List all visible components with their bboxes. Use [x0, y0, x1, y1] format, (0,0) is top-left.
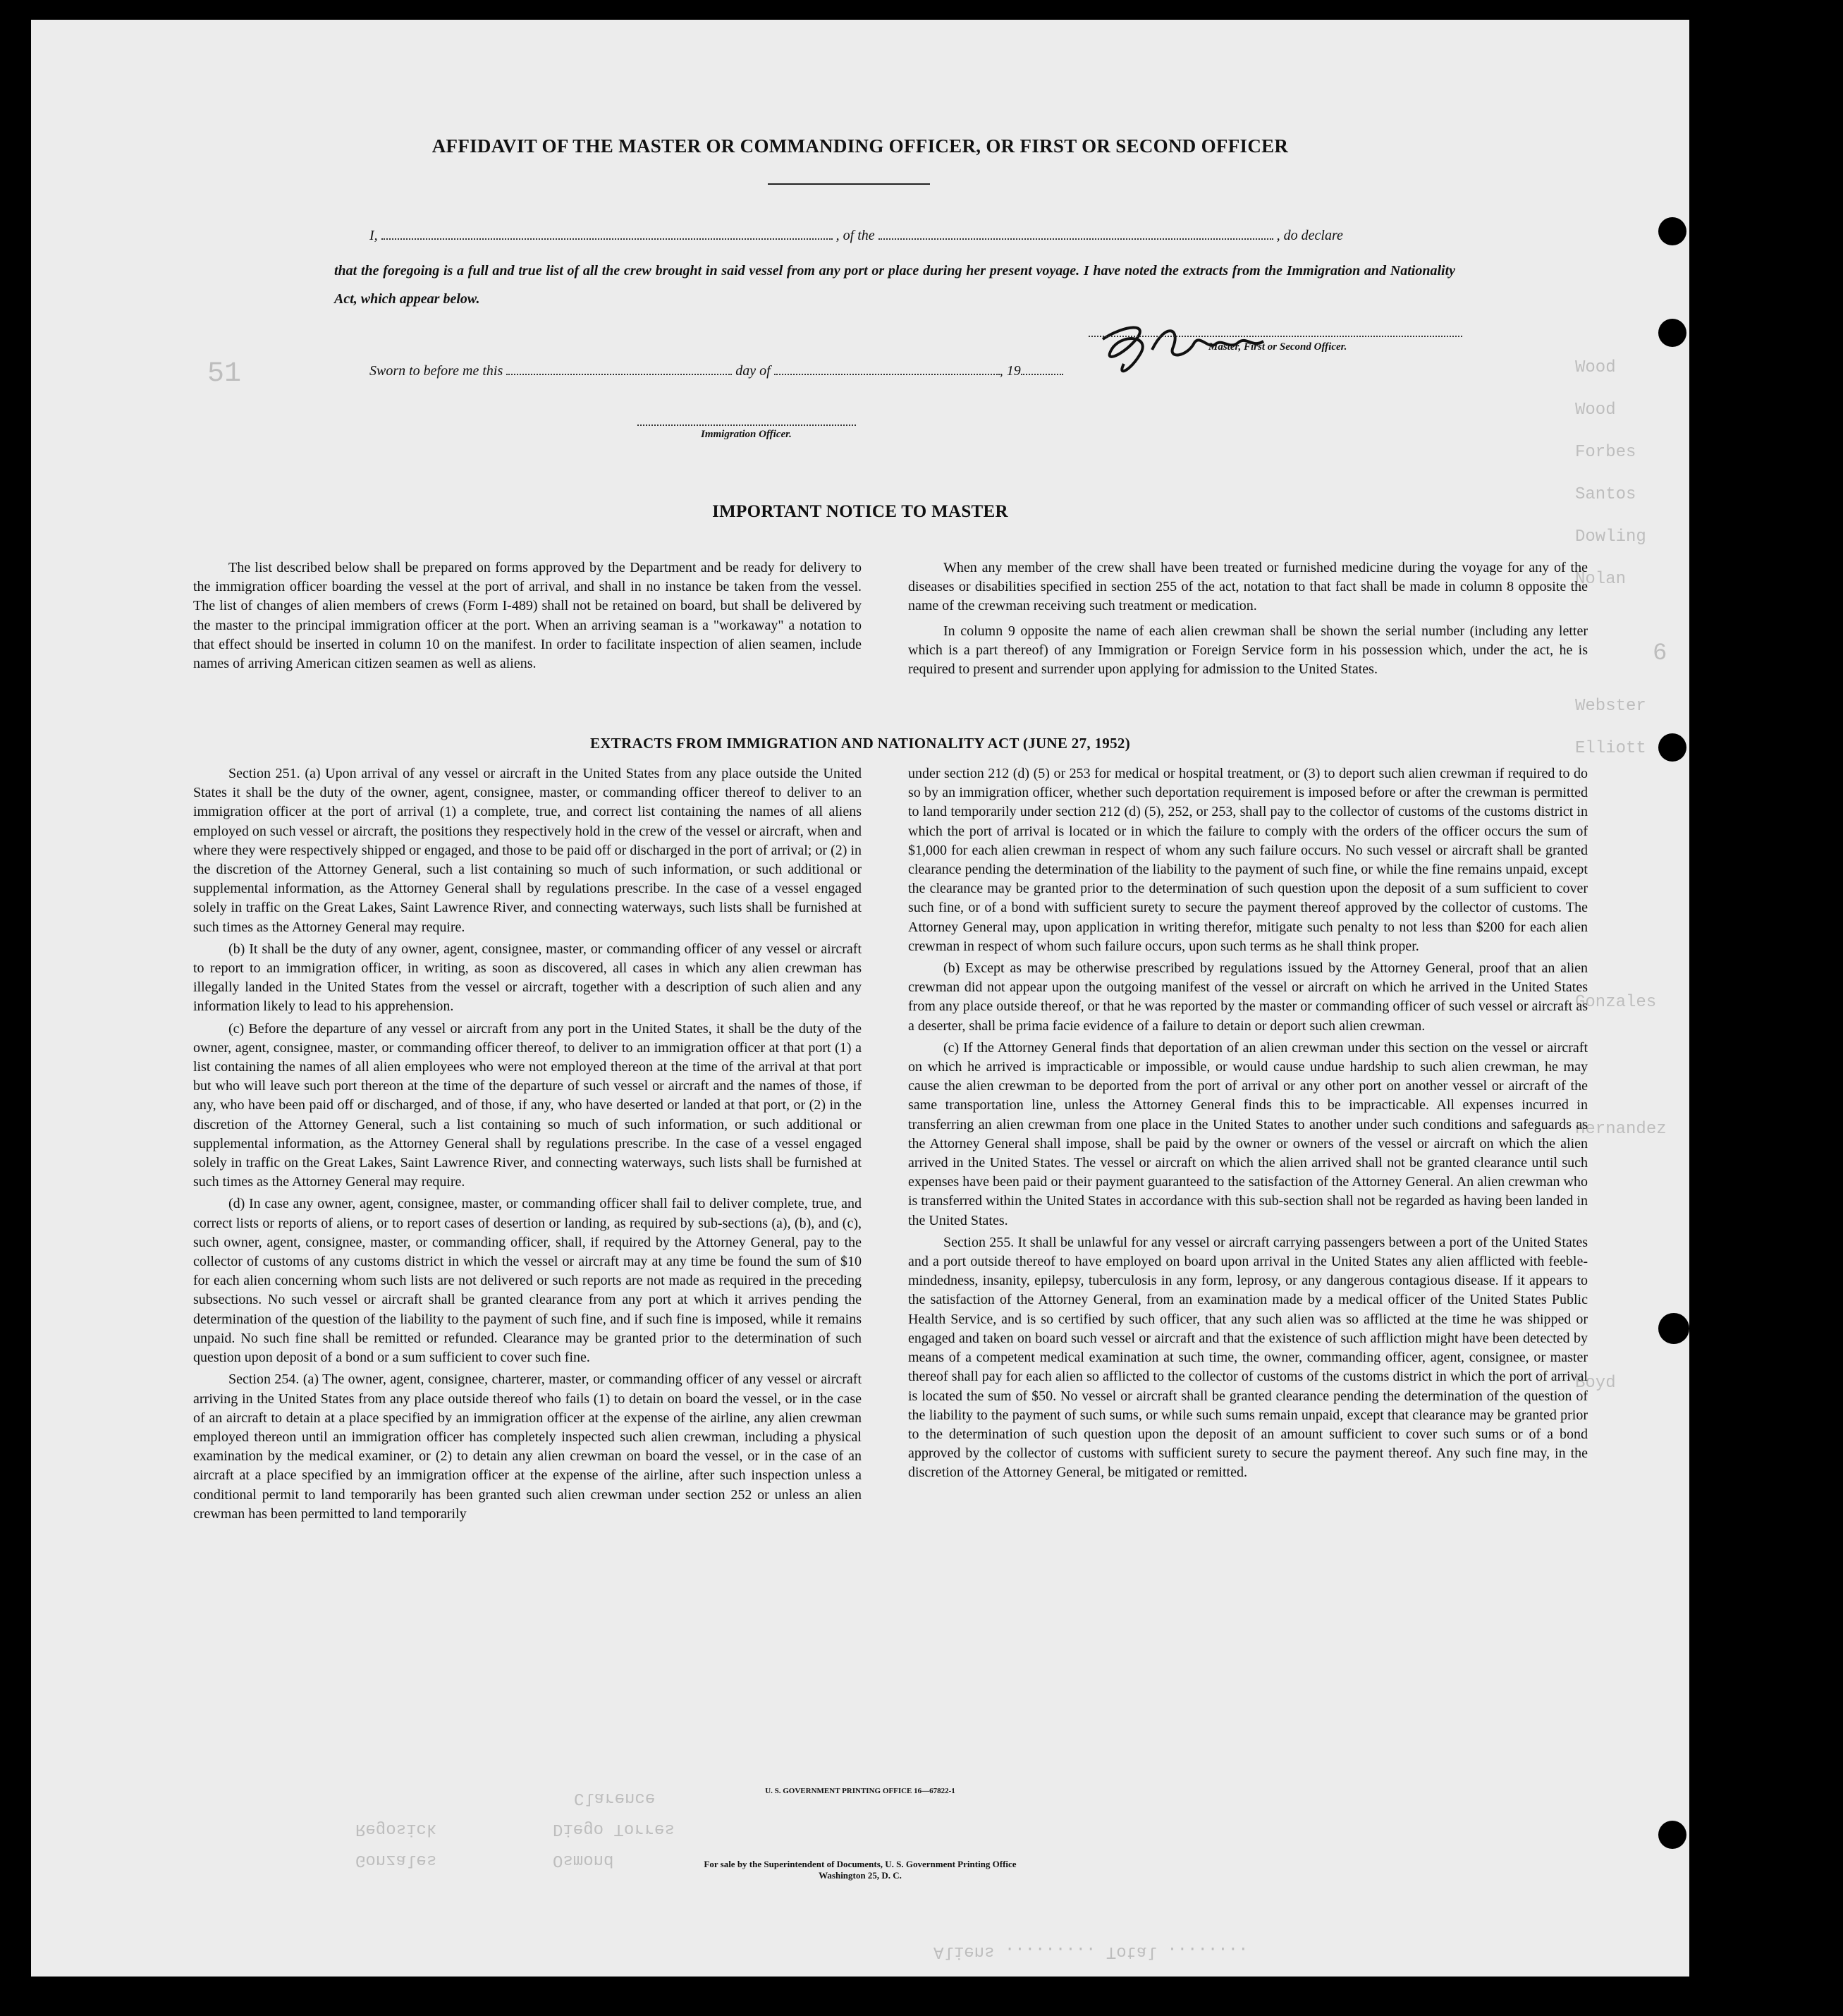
- notice-paragraph: The list described below shall be prepared on forms approved by the Department and be ready for delivery to the immigration officer boarding the vessel at the port of arrival, and shall in no instance be taken from the vessel. The list of changes of alien members of crews (Form I-489) shall not be retained on board, but shall be delivered by the master to the principal immigration officer at the port. When an arriving seaman is a "workaway" a notation to that effect should be inserted in column 10 on the manifest. In order to facilitate inspection of alien seamen, include names of arriving American citizen seamen as well as aliens.: [193, 560, 862, 672]
- section-paragraph: (c) If the Attorney General finds that deportation of an alien crewman under this section on the vessel or aircraft on which he arrived is impracticable or impossible, or would cause undue hardship to such alien crewman, he may cause the alien crewman to be deported from the port of arrival or any other port on another vessel or aircraft of the same transportation line, unless the Attorney General finds this to be impracticable. All expenses incurred in transferring an alien crewman from one place in the United States to another under such conditions and safeguards as the Attorney General shall impose, shall be paid by the owner or owners of the vessel or aircraft on which the alien arrived in the United States. The vessel or aircraft on which the alien arrived shall not be granted clearance until such expenses have been paid or their payment guaranteed to the satisfaction of the Attorney General. An alien crewman who is transferred within the United States in accordance with this sub-section shall not be regarded as having been landed in the United States.: [908, 1039, 1588, 1228]
- master-label: Master, First or Second Officer.: [1208, 341, 1347, 353]
- section-paragraph: (d) In case any owner, agent, consignee, master, or commanding officer shall fail to deliver complete, true, and correct lists or reports of aliens, or to report cases of desertion or landing, as required by sub-sections (a), (b), and (c), such owner, agent, consignee, master, or commanding officer, shall, if required by the Attorney General, pay to the collector of customs of any customs district in which the vessel or aircraft may at any time be found the sum of $10 for each alien concerning whom such lists are not delivered or such reports are not made as required in the preceding subsections. No such vessel or aircraft shall be granted clearance from any port at which it arrives pending the determination of the question of the liability to the payment of such fine, and if such fine is imposed, while it remains unpaid. No such fine shall be remitted or refunded. Clearance may be granted prior to the determination of such question upon deposit of a bond or a sum sufficient to cover such fine.: [193, 1196, 862, 1366]
- extracts-title: EXTRACTS FROM IMMIGRATION AND NATIONALITY ACT (JUNE 27, 1952): [590, 735, 1130, 752]
- day-of-label: day of: [735, 363, 771, 379]
- title-divider: [768, 183, 930, 185]
- master-signature-line: [1089, 336, 1462, 338]
- section-paragraph: (b) It shall be the duty of any owner, agent, consignee, master, or commanding officer of any vessel or aircraft to report to an immigration officer, in writing, as soon as discovered, all cases in which any alien crewman has illegally landed in the United States from the vessel or aircraft, together with a description of such alien and any information likely to lead to his apprehension.: [193, 941, 862, 1015]
- year-label: , 19: [999, 363, 1021, 379]
- officer-label: Immigration Officer.: [701, 429, 792, 440]
- printing-office-note: U. S. GOVERNMENT PRINTING OFFICE 16—67822-1: [765, 1787, 955, 1795]
- affidavit-title: AFFIDAVIT OF THE MASTER OR COMMANDING OFFICER, OR FIRST OR SECOND OFFICER: [431, 135, 1289, 157]
- bleed-name: Hernandez: [1575, 1120, 1667, 1139]
- bleed-name: Forbes: [1575, 443, 1636, 462]
- extracts-right-column: [908, 764, 1588, 1483]
- punch-hole: [1658, 1313, 1689, 1344]
- officer-signature-line: [637, 424, 856, 427]
- punch-hole: [1658, 319, 1686, 347]
- bleed-name: Wood: [1575, 401, 1616, 420]
- declarant-label: I,: [369, 228, 378, 243]
- vessel-name-field[interactable]: [878, 226, 1273, 240]
- vessel-label: , of the: [835, 228, 875, 243]
- sale-note: [31, 1859, 1689, 1881]
- bleed-margin-mark: 6: [1653, 640, 1667, 667]
- punch-hole: [1658, 1821, 1686, 1849]
- section-paragraph: (c) Before the departure of any vessel or aircraft from any port in the United States, it shall be the duty of the owner, agent, consignee, master, or commanding officer thereof, to deliver to an immigration officer at that port (1) a list containing the names of all alien employees who were not employed thereon at the time of the arrival at that port but who will leave such port thereon at the time of the departure of such vessel or aircraft and the names of those, if any, who have been paid off or discharged, and of those, if any, who have deserted or landed at that port, or (2) in the discretion of the Attorney General, such a list containing so much of such information, or such additional or supplemental information, as the Attorney General shall by regulations prescribe. In the case of a vessel engaged solely in traffic on the Great Lakes, Saint Lawrence River, and connecting waterways, such lists shall be furnished at such times as the Attorney General may require.: [193, 1020, 862, 1190]
- sale-line-2: Washington 25, D. C.: [819, 1870, 902, 1881]
- notice-left-column: [193, 558, 862, 673]
- bleed-name: Wood: [1575, 358, 1616, 377]
- notice-paragraph: In column 9 opposite the name of each alien crewman shall be shown the serial number (including any letter which is a part thereof) of any Immigration or Foreign Service form in his possession which, under the act, he is required to present and surrender upon applying for admission to the United States.: [908, 623, 1588, 678]
- notice-title: IMPORTANT NOTICE TO MASTER: [712, 502, 1008, 521]
- bleed-name: Nolan: [1575, 570, 1627, 589]
- document-page: [31, 20, 1689, 1977]
- sworn-line: [369, 361, 1216, 379]
- section-paragraph: (b) Except as may be otherwise prescribed by regulations issued by the Attorney General, proof that an alien crewman did not appear upon the outgoing manifest of the vessel or aircraft on which he arrived in the United States from any place outside thereof, or that he was reported by the master or commanding officer of such vessel or aircraft as a deserter, shall be prima facie evidence of a failure to detain or deport such alien crewman.: [908, 960, 1588, 1034]
- bleed-footer: Aliens ......... Total ........: [933, 1942, 1249, 1961]
- bleed-name: Boyd: [1575, 1374, 1616, 1393]
- punch-hole: [1658, 217, 1686, 245]
- affidavit-line-1: [369, 226, 1469, 244]
- sale-line-1: For sale by the Superintendent of Documents, U. S. Government Printing Office: [704, 1859, 1017, 1869]
- extracts-left-column: [193, 764, 862, 1524]
- bleed-name: Webster: [1575, 697, 1646, 716]
- bleed-name: Dowling: [1575, 527, 1646, 546]
- declarant-name-field[interactable]: [381, 226, 833, 240]
- declaration-text: that the foregoing is a full and true list of all the crew brought in said vessel from any port or place during her present voyage. I have noted the extracts from the Immigration and Nationality Act, which appear below.: [334, 263, 1455, 307]
- bleed-row: Gonzales: [355, 1850, 437, 1869]
- sworn-label: Sworn to before me this: [369, 363, 503, 379]
- section-paragraph: Section 251. (a) Upon arrival of any vessel or aircraft in the United States from any place outside the United States it shall be the duty of the owner, agent, consignee, master, or commanding officer thereof to deliver to an immigration officer at the port of arrival (1) a complete, true, and correct list containing the names of all aliens employed on such vessel or aircraft, the positions they respectively hold in the crew of the vessel or aircraft, when and where they were respectively shipped or engaged, and those to be paid off or discharged in the port of arrival; or (2) in the discretion of the Attorney General, such a list containing so much of such information, or such additional or supplemental information, as the Attorney General shall by regulations prescribe. In the case of a vessel engaged solely in traffic on the Great Lakes, Saint Lawrence River, and connecting waterways, such lists shall be furnished at such times as the Attorney General may require.: [193, 766, 862, 935]
- sworn-date-field[interactable]: [506, 361, 732, 375]
- bleed-row: Clarence: [574, 1788, 656, 1807]
- section-paragraph: under section 212 (d) (5) or 253 for medical or hospital treatment, or (3) to deport such alien crewman if required to do so by an immigration officer, whether such deportation requirement is imposed before or after the crewman is permitted to land temporarily under section 212 (d) (5), 252, or 253, shall pay to the collector of customs of the customs district in which the port of arrival is located or in which the failure to comply with the orders of the officer occurs the sum of $1,000 for each alien crewman in respect of whom any such failure occurs. No such vessel or aircraft shall be granted clearance pending the determination of the liability to the payment of such fine, or while the fine remains unpaid, except the clearance may be granted prior to the determination of such question upon the deposit of a sum sufficient to cover such fine, or of a bond with sufficient surety to secure the payment thereof approved by the collector of customs. The Attorney General may, upon application in writing therefor, mitigate such penalty to not less than $200 for each alien crewman in respect of whom such failure occurs, upon such terms as he shall think proper.: [908, 766, 1588, 954]
- punch-hole: [1658, 733, 1686, 762]
- bleed-name: Gonzales: [1575, 993, 1657, 1012]
- bleed-margin-number: 51: [207, 358, 242, 390]
- section-paragraph: Section 254. (a) The owner, agent, consignee, charterer, master, or commanding officer of any vessel or aircraft arriving in the United States from any place outside thereof who fails (1) to detain on board the vessel, or in the case of an aircraft to detain at a place specified by an immigration officer at the expense of the airline, any alien crewman employed thereon until an immigration officer has completely inspected such alien crewman, including a physical examination by the medical examiner, or (2) to detain any alien crewman on board the vessel, or in the case of an aircraft at a place specified by an immigration officer at the expense of the airline, after such inspection unless a conditional permit to land temporarily has been granted such alien crewman under section 252 or unless an alien crewman has been permitted to land temporarily: [193, 1372, 862, 1522]
- declare-label: , do declare: [1276, 228, 1343, 243]
- notice-paragraph: When any member of the crew shall have been treated or furnished medicine during the voyage for any of the diseases or disabilities specified in section 255 of the act, notation to that fact shall be made in column 8 opposite the name of the crewman receiving such treatment or medication.: [908, 560, 1588, 614]
- notice-right-column: [908, 558, 1588, 679]
- sworn-month-field[interactable]: [774, 361, 1000, 375]
- section-paragraph: Section 255. It shall be unlawful for any vessel or aircraft carrying passengers between a port of the United States and a port outside thereof to have employed on board upon arrival in the United States any alien afflicted with feeble-mindedness, insanity, epilepsy, tuberculosis in any form, leprosy, or any dangerous contagious disease. If it appears to the satisfaction of the Attorney General, from an examination made by a medical officer of the United States Public Health Service, and is so certified by such officer, that any such alien was so afflicted at the time he was shipped or engaged and taken on board such vessel or aircraft and that the existence of such affliction might have been detected by means of a competent medical examination at such time, the owner, commanding officer, agent, consignee, or master thereof shall pay for each alien so afflicted to the collector of customs of the customs district in which the port of arrival is located the sum of $50. No vessel or aircraft shall be granted clearance pending the determination of the question of the liability to the payment of such sums, or while such sums remain unpaid, except that clearance may be granted prior to the determination of such question upon the deposit of an amount sufficient to cover such sums or of a bond approved by the collector of customs with sufficient surety to secure the payment thereof. Any such fine may, in the discretion of the Attorney General, be mitigated or remitted.: [908, 1234, 1588, 1481]
- bleed-row: Osmond: [553, 1850, 614, 1869]
- bleed-row: Regosick: [355, 1819, 437, 1838]
- bleed-name: Santos: [1575, 485, 1636, 504]
- bleed-name: Elliott: [1575, 739, 1646, 758]
- bleed-row: Diego Torres: [553, 1819, 675, 1838]
- sworn-year-field[interactable]: [1021, 361, 1063, 375]
